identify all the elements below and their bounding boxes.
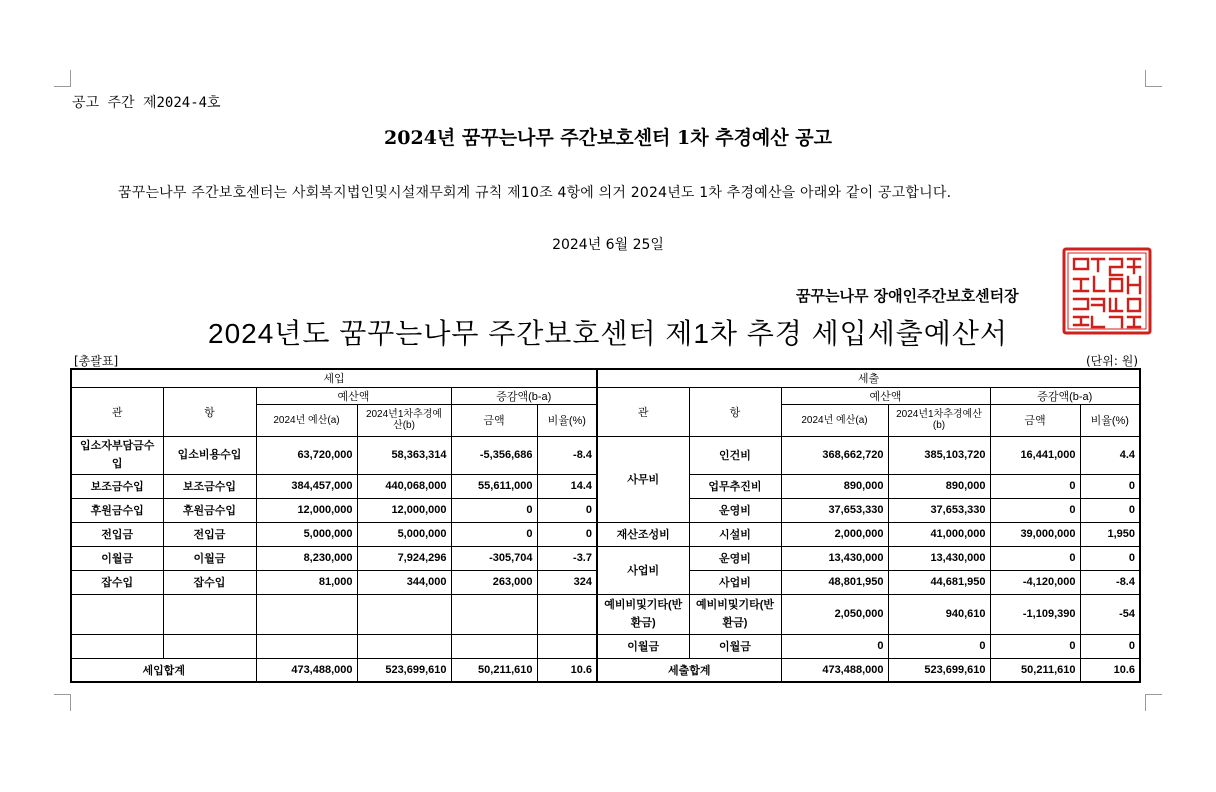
expense-budget-a: 2,050,000 — [781, 594, 888, 634]
revenue-diff: -305,704 — [451, 546, 537, 570]
page-corner-mark — [54, 694, 71, 711]
expense-diff: -1,109,390 — [990, 594, 1080, 634]
revenue-ratio: 14.4 — [537, 474, 597, 498]
revenue-diff: 0 — [451, 522, 537, 546]
revenue-gwan: 후원금수입 — [71, 498, 163, 522]
table-row — [71, 634, 1140, 658]
expense-hang: 업무추진비 — [689, 474, 781, 498]
revenue-budget-b: 58,363,314 — [357, 436, 451, 474]
table-header-row — [71, 387, 1140, 404]
revenue-ratio: 324 — [537, 570, 597, 594]
budget-summary-table — [70, 368, 1141, 683]
revenue-hang: 후원금수입 — [163, 498, 256, 522]
empty-cell — [357, 634, 451, 658]
revenue-diff: -5,356,686 — [451, 436, 537, 474]
expense-budget-b: 890,000 — [888, 474, 990, 498]
expense-diff: 39,000,000 — [990, 522, 1080, 546]
revenue-budget-a: 12,000,000 — [256, 498, 357, 522]
expense-diff: 0 — [990, 546, 1080, 570]
category-label: [총괄표] — [74, 354, 119, 368]
empty-cell — [357, 594, 451, 634]
expense-gwan-office: 사무비 — [597, 436, 689, 522]
expense-hang: 이월금 — [689, 634, 781, 658]
page-corner-mark — [1145, 70, 1162, 87]
revenue-ratio: 0 — [537, 498, 597, 522]
notice-number: 공고 주간 제2024-4호 — [72, 95, 221, 111]
expense-hang: 시설비 — [689, 522, 781, 546]
expense-ratio: 0 — [1080, 474, 1140, 498]
revenue-ratio: -3.7 — [537, 546, 597, 570]
expense-gwan-reserve: 예비비및기타(반환금) — [597, 594, 689, 634]
expense-ratio: -8.4 — [1080, 570, 1140, 594]
expense-budget-a: 890,000 — [781, 474, 888, 498]
revenue-budget-a: 8,230,000 — [256, 546, 357, 570]
expense-budget-b: 940,610 — [888, 594, 990, 634]
empty-cell — [537, 594, 597, 634]
revenue-budget-a: 81,000 — [256, 570, 357, 594]
revenue-budget-b: 7,924,296 — [357, 546, 451, 570]
page-corner-mark — [1145, 694, 1162, 711]
expense-hang: 운영비 — [689, 546, 781, 570]
revenue-ratio: 0 — [537, 522, 597, 546]
table-row — [71, 522, 1140, 546]
expense-ratio-header: 비율(%) — [1080, 404, 1140, 436]
signer-name: 꿈꾸는나무 장애인주간보호센터장 — [796, 287, 1019, 305]
expense-ratio: -54 — [1080, 594, 1140, 634]
unit-label: (단위: 원) — [1086, 354, 1138, 368]
revenue-hang: 잡수입 — [163, 570, 256, 594]
expense-ratio: 4.4 — [1080, 436, 1140, 474]
expense-total-budget-a: 473,488,000 — [781, 658, 888, 682]
expense-header: 세출 — [597, 369, 1140, 387]
revenue-gwan-header: 관 — [71, 387, 163, 436]
revenue-hang: 이월금 — [163, 546, 256, 570]
expense-amount-header: 금액 — [990, 404, 1080, 436]
expense-budget-b: 44,681,950 — [888, 570, 990, 594]
expense-total-label: 세출합계 — [597, 658, 781, 682]
expense-budget-header: 예산액 — [781, 387, 990, 404]
table-row — [71, 436, 1140, 474]
revenue-total-label: 세입합계 — [71, 658, 256, 682]
expense-diff: 0 — [990, 474, 1080, 498]
revenue-gwan: 입소자부담금수입 — [71, 436, 163, 474]
empty-cell — [451, 634, 537, 658]
revenue-budget-a: 63,720,000 — [256, 436, 357, 474]
expense-budget-a: 48,801,950 — [781, 570, 888, 594]
revenue-diff: 55,611,000 — [451, 474, 537, 498]
expense-hang: 인건비 — [689, 436, 781, 474]
revenue-budget-b-header: 2024년1차추경예산(b) — [357, 404, 451, 436]
empty-cell — [71, 634, 163, 658]
empty-cell — [537, 634, 597, 658]
empty-cell — [71, 594, 163, 634]
revenue-budget-b: 344,000 — [357, 570, 451, 594]
expense-budget-b: 41,000,000 — [888, 522, 990, 546]
expense-budget-a: 13,430,000 — [781, 546, 888, 570]
expense-total-ratio: 10.6 — [1080, 658, 1140, 682]
expense-budget-b: 0 — [888, 634, 990, 658]
document-title: 2024년도 꿈꾸는나무 주간보호센터 제1차 추경 세입세출예산서 — [208, 318, 1008, 349]
expense-ratio: 0 — [1080, 498, 1140, 522]
empty-cell — [163, 594, 256, 634]
revenue-gwan: 잡수입 — [71, 570, 163, 594]
expense-budget-a: 0 — [781, 634, 888, 658]
expense-budget-a: 37,653,330 — [781, 498, 888, 522]
expense-diff: -4,120,000 — [990, 570, 1080, 594]
expense-ratio: 0 — [1080, 546, 1140, 570]
expense-ratio: 0 — [1080, 634, 1140, 658]
notice-body: 꿈꾸는나무 주간보호센터는 사회복지법인및시설재무회계 규칙 제10조 4항에 의거 2024년도 1차 추경예산을 아래와 같이 공고합니다. — [118, 185, 952, 201]
expense-diff: 0 — [990, 634, 1080, 658]
page-corner-mark — [54, 70, 71, 87]
empty-cell — [451, 594, 537, 634]
empty-cell — [256, 594, 357, 634]
expense-gwan-project: 사업비 — [597, 546, 689, 594]
expense-total-budget-b: 523,699,610 — [888, 658, 990, 682]
table-row — [71, 546, 1140, 570]
revenue-gwan: 보조금수입 — [71, 474, 163, 498]
expense-total-diff: 50,211,610 — [990, 658, 1080, 682]
expense-gwan-property: 재산조성비 — [597, 522, 689, 546]
expense-diff: 0 — [990, 498, 1080, 522]
expense-gwan-header: 관 — [597, 387, 689, 436]
revenue-budget-a: 5,000,000 — [256, 522, 357, 546]
revenue-ratio: -8.4 — [537, 436, 597, 474]
expense-hang-header: 항 — [689, 387, 781, 436]
revenue-hang: 보조금수입 — [163, 474, 256, 498]
revenue-gwan: 이월금 — [71, 546, 163, 570]
revenue-budget-b: 12,000,000 — [357, 498, 451, 522]
table-row — [71, 594, 1140, 634]
revenue-diff: 0 — [451, 498, 537, 522]
revenue-budget-header: 예산액 — [256, 387, 451, 404]
expense-budget-a-header: 2024년 예산(a) — [781, 404, 888, 436]
table-header-row — [71, 369, 1140, 387]
revenue-header: 세입 — [71, 369, 597, 387]
revenue-hang: 전입금 — [163, 522, 256, 546]
expense-budget-b-header: 2024년1차추경예산(b) — [888, 404, 990, 436]
revenue-total-ratio: 10.6 — [537, 658, 597, 682]
revenue-budget-b: 5,000,000 — [357, 522, 451, 546]
revenue-total-diff: 50,211,610 — [451, 658, 537, 682]
revenue-hang: 입소비용수입 — [163, 436, 256, 474]
expense-budget-a: 368,662,720 — [781, 436, 888, 474]
notice-title: 2024년 꿈꾸는나무 주간보호센터 1차 추경예산 공고 — [384, 127, 832, 149]
revenue-diff: 263,000 — [451, 570, 537, 594]
notice-date: 2024년 6월 25일 — [552, 237, 664, 253]
revenue-change-header: 증감액(b-a) — [451, 387, 597, 404]
expense-gwan-carry: 이월금 — [597, 634, 689, 658]
revenue-ratio-header: 비율(%) — [537, 404, 597, 436]
empty-cell — [163, 634, 256, 658]
empty-cell — [256, 634, 357, 658]
table-total-row — [71, 658, 1140, 682]
expense-budget-b: 385,103,720 — [888, 436, 990, 474]
expense-diff: 16,441,000 — [990, 436, 1080, 474]
revenue-budget-a-header: 2024년 예산(a) — [256, 404, 357, 436]
revenue-hang-header: 항 — [163, 387, 256, 436]
expense-budget-a: 2,000,000 — [781, 522, 888, 546]
expense-hang: 예비비및기타(반환금) — [689, 594, 781, 634]
revenue-total-budget-b: 523,699,610 — [357, 658, 451, 682]
revenue-amount-header: 금액 — [451, 404, 537, 436]
expense-hang: 운영비 — [689, 498, 781, 522]
revenue-budget-b: 440,068,000 — [357, 474, 451, 498]
revenue-budget-a: 384,457,000 — [256, 474, 357, 498]
expense-budget-b: 13,430,000 — [888, 546, 990, 570]
expense-change-header: 증감액(b-a) — [990, 387, 1140, 404]
revenue-gwan: 전입금 — [71, 522, 163, 546]
expense-hang: 사업비 — [689, 570, 781, 594]
revenue-total-budget-a: 473,488,000 — [256, 658, 357, 682]
expense-budget-b: 37,653,330 — [888, 498, 990, 522]
expense-ratio: 1,950 — [1080, 522, 1140, 546]
